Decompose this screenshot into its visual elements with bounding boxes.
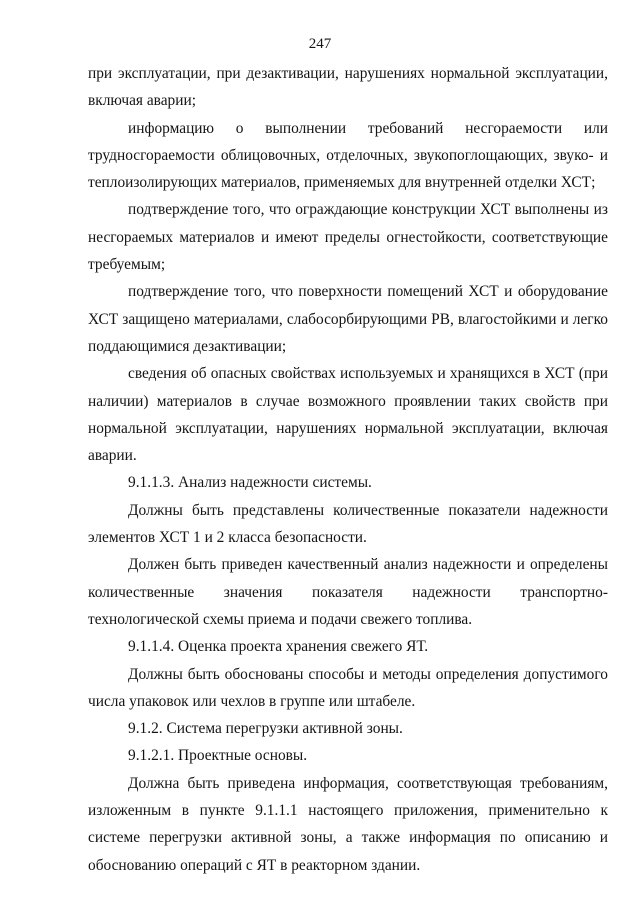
section-heading-9-1-1-4: 9.1.1.4. Оценка проекта хранения свежего ЯТ.	[128, 638, 429, 656]
paragraph-4: подтверждение того, что поверхности помещений ХСТ и оборудование ХСТ защищено материалами, слабосорбирующими РВ, влагостойкими и легко поддающимися дезактивации;	[88, 283, 608, 355]
paragraph-7: Должен быть приведен качественный анализ надежности и определены количественные значения показателя надежности транспортно-технологической схемы приема и подачи свежего топлива.	[88, 556, 608, 628]
paragraph-1: при эксплуатации, при дезактивации, нарушениях нормальной эксплуатации, включая аварии;	[88, 65, 608, 110]
section-heading-9-1-2: 9.1.2. Система перегрузки активной зоны.	[128, 720, 403, 738]
page-number: 247	[308, 36, 332, 52]
paragraph-3: подтверждение того, что ограждающие конструкции ХСТ выполнены из несгораемых материалов и имеют пределы огнестойкости, соответствующие требуемым;	[88, 201, 608, 274]
paragraph-5: сведения об опасных свойствах используемых и хранящихся в ХСТ (при наличии) материалов в случае возможного проявлении таких свойств при нормальной эксплуатации, нарушениях нормальной эксплуатации, включая аварии.	[88, 365, 608, 465]
paragraph-9: Должна быть приведена информация, соответствующая требованиям, изложенным в пункте 9.1.1.1 настоящего приложения, применительно к системе перегрузки активной зоны, а также информация по описанию и обоснованию операций с ЯТ в реакторном здании.	[88, 774, 608, 874]
section-heading-9-1-2-1: 9.1.2.1. Проектные основы.	[128, 747, 308, 765]
paragraph-6: Должны быть представлены количественные показатели надежности элементов ХСТ 1 и 2 класса безопасности.	[88, 501, 608, 547]
document-body	[88, 60, 608, 879]
section-heading-9-1-1-3: 9.1.1.3. Анализ надежности системы.	[128, 474, 372, 492]
paragraph-8: Должны быть обоснованы способы и методы определения допустимого числа упаковок или чехлов в группе или штабеле.	[88, 665, 608, 710]
paragraph-2: информацию о выполнении требований несгораемости или трудносгораемости облицовочных, отделочных, звукопоглощающих, звуко- и теплоизолирующих материалов, применяемых для внутренней отделки ХСТ;	[88, 119, 608, 192]
